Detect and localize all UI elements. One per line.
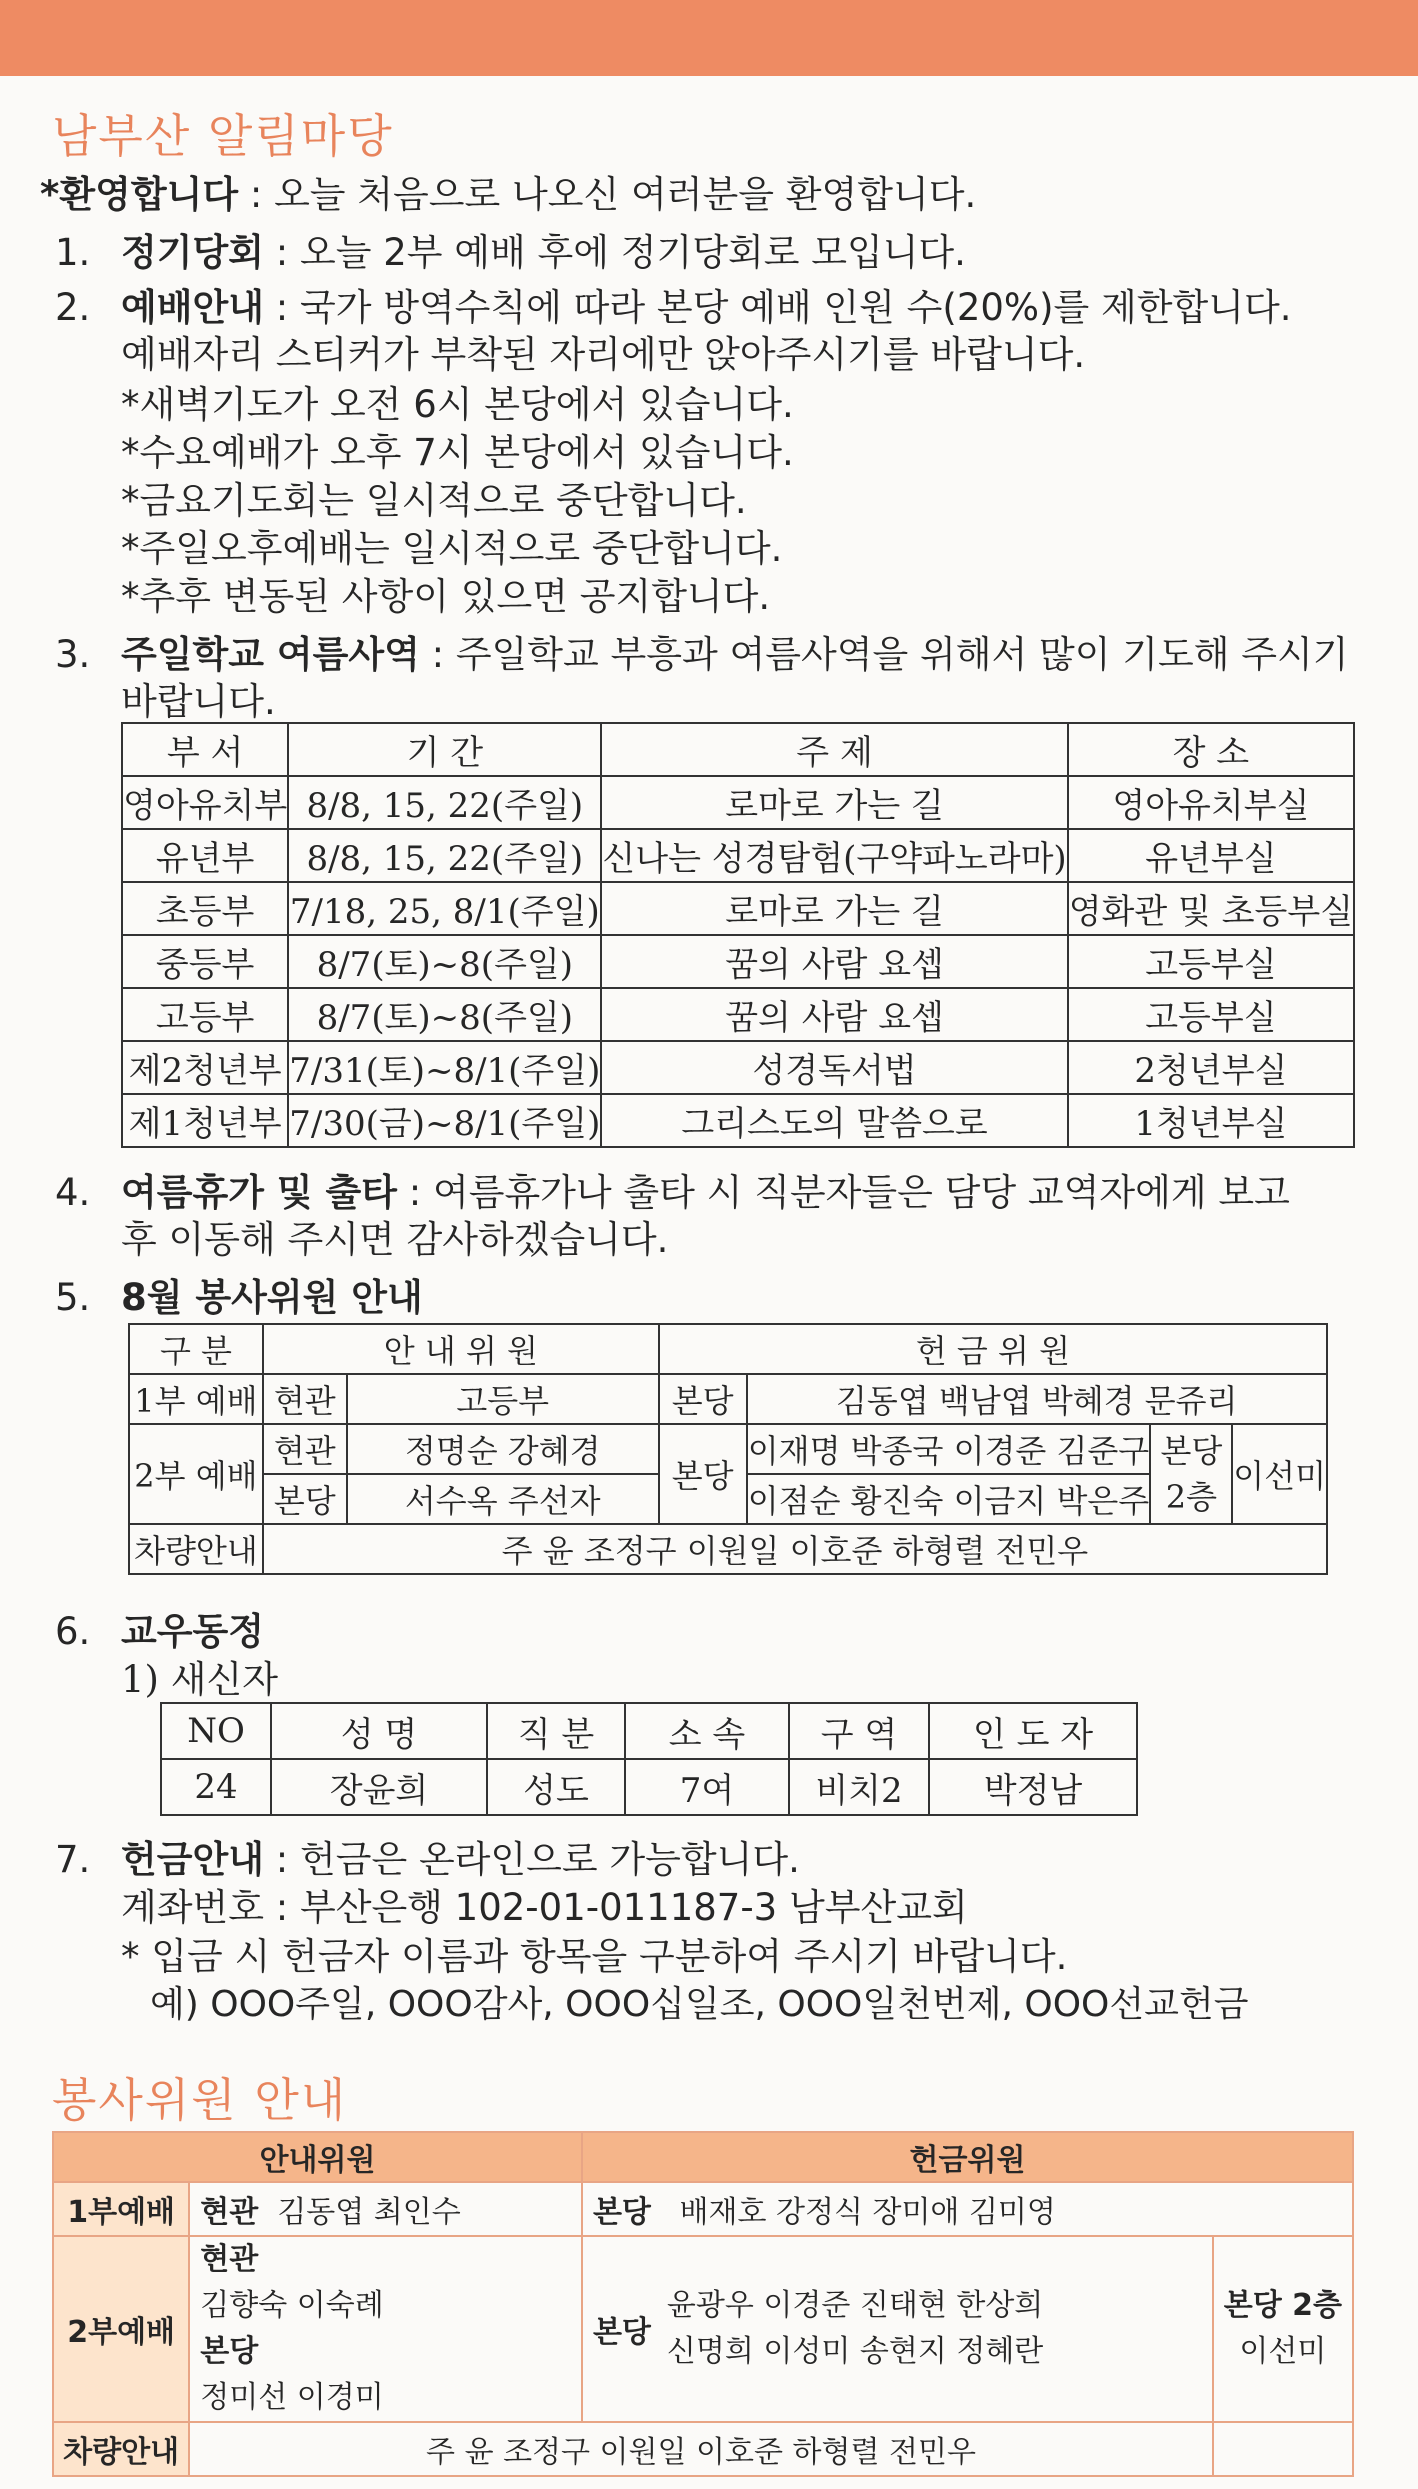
welcome-label: 환영합니다 [59, 173, 239, 216]
item-label: 예배안내 [121, 286, 264, 329]
item-number: 6. [55, 1610, 91, 1653]
offering-note: * 입금 시 헌금자 이름과 항목을 구분하여 주시기 바랍니다. [121, 1935, 1068, 1978]
table-header-cell: 구 역 [789, 1703, 929, 1759]
table-header-cell: 성 명 [271, 1703, 487, 1759]
item-label: 주일학교 여름사역 [121, 633, 420, 676]
table-cell: 고등부실 [1068, 935, 1354, 988]
table-cell: 2청년부실 [1068, 1041, 1354, 1094]
cell-line: 본당 [1160, 1432, 1223, 1470]
table-cell: 초등부 [122, 882, 288, 935]
table-cell: 1부예배 [53, 2182, 189, 2236]
table-row [122, 1094, 1354, 1147]
names: 배재호 강정식 장미애 김미영 [679, 2195, 1056, 2230]
table-cell: 성경독서법 [601, 1041, 1067, 1094]
welcome-mark: * [40, 173, 60, 216]
worship-note: *추후 변동된 사항이 있으면 공지합니다. [121, 575, 771, 618]
place-label: 현관 [200, 2195, 259, 2230]
table-row [122, 776, 1354, 829]
table-cell: 꿈의 사람 요셉 [601, 988, 1067, 1041]
table-header-cell: NO [161, 1703, 271, 1759]
table-cell: 제1청년부 [122, 1094, 288, 1147]
item-number: 7. [55, 1838, 91, 1881]
table-cell [189, 2236, 582, 2422]
newcomer-subtitle: 1) 새신자 [121, 1658, 278, 1701]
table-cell: 서수옥 주선자 [347, 1474, 659, 1524]
table-cell: 8/8, 15, 22(주일) [288, 829, 601, 882]
table-cell: 정명순 강혜경 [347, 1424, 659, 1474]
table-header-row [53, 2132, 1353, 2182]
table-cell: 7/30(금)~8/1(주일) [288, 1094, 601, 1147]
item-5 [55, 1273, 423, 1323]
cell-line: 2층 [1165, 1478, 1217, 1516]
summer-ministry-table [121, 722, 1355, 1148]
cell-line: 신명희 이성미 송현지 정혜란 [666, 2334, 1044, 2369]
item-text: : 헌금은 온라인으로 가능합니다. [263, 1838, 800, 1881]
names: 김동엽 최인수 [277, 2195, 461, 2230]
service-section-title: 봉사위원 안내 [52, 2073, 348, 2127]
table-row [122, 935, 1354, 988]
welcome-line [40, 170, 976, 220]
table-row [53, 2236, 1353, 2422]
table-cell: 유년부실 [1068, 829, 1354, 882]
worship-note: *금요기도회는 일시적으로 중단합니다. [121, 479, 747, 522]
names-stack [667, 2278, 1043, 2381]
item-label: 교우동정 [121, 1610, 264, 1653]
table-row [122, 829, 1354, 882]
table-cell: 비치2 [789, 1759, 929, 1815]
item-2 [55, 283, 1291, 333]
page-title: 남부산 알림마당 [52, 109, 394, 163]
table-cell: 김동엽 백남엽 박혜경 문쥬리 [747, 1374, 1328, 1424]
table-cell: 로마로 가는 길 [601, 882, 1067, 935]
table-row [122, 1041, 1354, 1094]
table-cell: 이선미 [1232, 1424, 1327, 1524]
table-cell [582, 2236, 1213, 2422]
cell-line [200, 2237, 571, 2329]
table-cell: 본당 [263, 1474, 347, 1524]
table-cell: 7/31(토)~8/1(주일) [288, 1041, 601, 1094]
table-cell: 7여 [625, 1759, 789, 1815]
table-cell: 2부 예배 [129, 1424, 263, 1524]
worship-note: *수요예배가 오후 7시 본당에서 있습니다. [121, 431, 794, 474]
table-cell: 영아유치부 [122, 776, 288, 829]
table-cell: 1부 예배 [129, 1374, 263, 1424]
offer-inner [593, 2278, 1043, 2381]
table-cell: 현관 [263, 1374, 347, 1424]
newcomer-table [160, 1702, 1138, 1816]
table-cell [189, 2182, 582, 2236]
table-cell: 본당 [659, 1424, 747, 1524]
table-cell [1213, 2422, 1353, 2476]
names: 정미선 이경미 [200, 2380, 384, 2415]
item-number: 4. [55, 1171, 91, 1214]
table-row [53, 2182, 1353, 2236]
table-row [122, 882, 1354, 935]
cell-line: 본당 2층 [1223, 2288, 1342, 2323]
item-2-continued: 예배자리 스티커가 부착된 자리에만 앉아주시기를 바랍니다. [121, 333, 1086, 376]
table-header-cell: 장 소 [1068, 723, 1354, 776]
table-row [129, 1424, 1327, 1474]
table-header-cell: 주 제 [601, 723, 1067, 776]
worship-note: *주일오후예배는 일시적으로 중단합니다. [121, 527, 783, 570]
table-cell: 그리스도의 말씀으로 [601, 1094, 1067, 1147]
table-cell: 8/7(토)~8(주일) [288, 988, 601, 1041]
item-3 [55, 630, 1348, 680]
item-text: : 주일학교 부흥과 여름사역을 위해서 많이 기도해 주시기 [419, 633, 1349, 676]
table-cell: 현관 [263, 1424, 347, 1474]
table-cell: 꿈의 사람 요셉 [601, 935, 1067, 988]
names: 김향숙 이숙례 [200, 2288, 384, 2323]
table-cell: 이점순 황진숙 이금지 박은주 [747, 1474, 1151, 1524]
item-number: 5. [55, 1276, 91, 1319]
item-number: 1. [55, 231, 91, 274]
table-cell: 영화관 및 초등부실 [1068, 882, 1354, 935]
top-color-band [0, 0, 1418, 76]
item-text: : 국가 방역수칙에 따라 본당 예배 인원 수(20%)를 제한합니다. [263, 286, 1292, 329]
worship-note: *새벽기도가 오전 6시 본당에서 있습니다. [121, 383, 794, 426]
table-cell: 24 [161, 1759, 271, 1815]
table-header-cell: 직 분 [487, 1703, 625, 1759]
table-cell: 2부예배 [53, 2236, 189, 2422]
table-cell: 로마로 가는 길 [601, 776, 1067, 829]
table-header-cell: 소 속 [625, 1703, 789, 1759]
item-label: 헌금안내 [121, 1838, 264, 1881]
table-cell: 고등부 [347, 1374, 659, 1424]
place-label: 현관 [200, 2242, 259, 2277]
table-cell [1213, 2236, 1353, 2422]
item-text: : 여름휴가나 출타 시 직분자들은 담당 교역자에게 보고 [396, 1171, 1290, 1214]
table-cell: 중등부 [122, 935, 288, 988]
table-header-cell: 안 내 위 원 [263, 1324, 659, 1374]
table-cell: 성도 [487, 1759, 625, 1815]
table-cell: 차량안내 [129, 1524, 263, 1574]
table-cell: 차량안내 [53, 2422, 189, 2476]
table-row [161, 1759, 1137, 1815]
table-cell: 제2청년부 [122, 1041, 288, 1094]
table-row [129, 1374, 1327, 1424]
table-header-cell: 기 간 [288, 723, 601, 776]
item-4-continued: 후 이동해 주시면 감사하겠습니다. [121, 1218, 669, 1261]
table-row [129, 1524, 1327, 1574]
table-cell: 신나는 성경탐험(구약파노라마) [601, 829, 1067, 882]
table-row [122, 988, 1354, 1041]
item-7 [55, 1835, 800, 1885]
offering-example: 예) OOO주일, OOO감사, OOO십일조, OOO일천번제, OOO선교헌금 [150, 1984, 1249, 2025]
table-header-cell: 구 분 [129, 1324, 263, 1374]
table-cell: 장윤희 [271, 1759, 487, 1815]
table-header-cell: 인 도 자 [929, 1703, 1137, 1759]
table-cell: 7/18, 25, 8/1(주일) [288, 882, 601, 935]
account-number: 계좌번호 : 부산은행 102-01-011187-3 남부산교회 [121, 1886, 968, 1929]
table-cell: 주 윤 조정구 이원일 이호준 하형렬 전민우 [189, 2422, 1212, 2476]
item-4 [55, 1168, 1290, 1218]
cell-line: 이선미 [1239, 2334, 1327, 2369]
table-cell: 본당 [659, 1374, 747, 1424]
table-cell: 유년부 [122, 829, 288, 882]
table-header-cell: 헌금위원 [582, 2132, 1353, 2182]
table-cell: 1청년부실 [1068, 1094, 1354, 1147]
place-label: 본당 [592, 2195, 651, 2230]
item-6 [55, 1607, 264, 1657]
item-number: 2. [55, 286, 91, 329]
item-3-continued: 바랍니다. [121, 680, 276, 723]
cell-line [200, 2329, 571, 2421]
item-text: : 오늘 2부 예배 후에 정기당회로 모입니다. [263, 231, 966, 274]
cell-line: 윤광우 이경준 진태현 한상희 [666, 2288, 1044, 2323]
welcome-text: : 오늘 처음으로 나오신 여러분을 환영합니다. [238, 173, 977, 216]
item-label: 8월 봉사위원 안내 [121, 1276, 423, 1319]
table-cell: 고등부실 [1068, 988, 1354, 1041]
table-header-row [161, 1703, 1137, 1759]
item-number: 3. [55, 633, 91, 676]
table-header-cell: 안내위원 [53, 2132, 582, 2182]
table-cell: 이재명 박종국 이경준 김준구 [747, 1424, 1151, 1474]
table-header-cell: 부 서 [122, 723, 288, 776]
table-cell: 고등부 [122, 988, 288, 1041]
service-volunteer-table [52, 2131, 1354, 2477]
item-label: 정기당회 [121, 231, 264, 274]
table-cell: 주 윤 조정구 이원일 이호준 하형렬 전민우 [263, 1524, 1327, 1574]
august-volunteer-table [128, 1323, 1328, 1575]
item-1 [55, 228, 966, 278]
table-cell [582, 2182, 1353, 2236]
table-row [53, 2422, 1353, 2476]
table-cell: 영아유치부실 [1068, 776, 1354, 829]
table-cell [1150, 1424, 1232, 1524]
table-cell: 박정남 [929, 1759, 1137, 1815]
table-cell: 8/8, 15, 22(주일) [288, 776, 601, 829]
place-label: 본당 [200, 2334, 259, 2369]
table-cell: 8/7(토)~8(주일) [288, 935, 601, 988]
item-label: 여름휴가 및 출타 [121, 1171, 397, 1214]
place-label: 본당 [592, 2315, 651, 2350]
table-header-cell: 헌 금 위 원 [659, 1324, 1327, 1374]
table-header-row [122, 723, 1354, 776]
table-header-row [129, 1324, 1327, 1374]
